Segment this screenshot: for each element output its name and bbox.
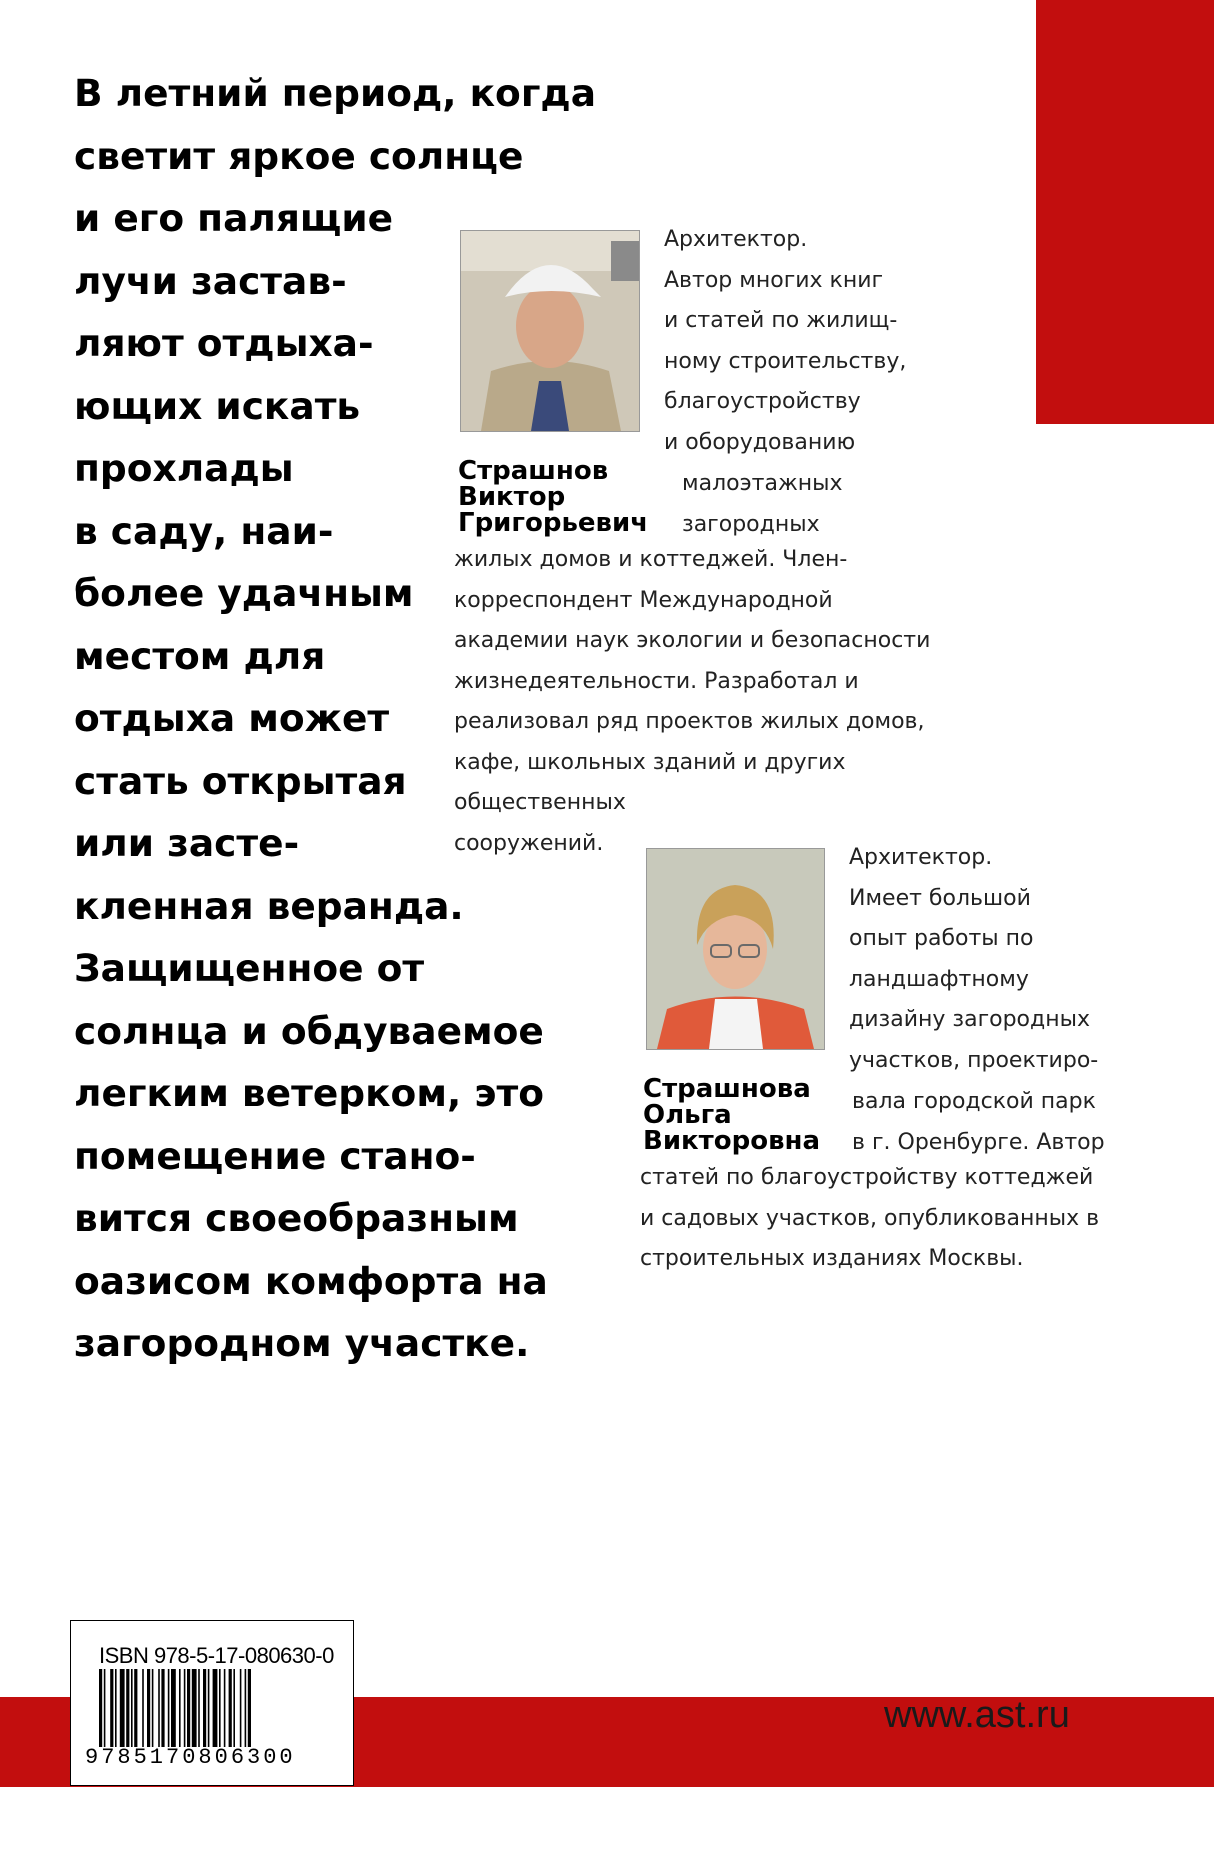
- bio-line: реализовал ряд проектов жилых домов,: [454, 709, 925, 734]
- main-text-line: стать открытая: [74, 758, 407, 803]
- author2-bio-bottom: [640, 1158, 1099, 1280]
- author-photo-viktor: [460, 230, 640, 432]
- author-name-line: Страшнов: [458, 456, 609, 486]
- bio-line: вала городской парк: [852, 1089, 1096, 1114]
- author2-bio-side: [852, 1082, 1105, 1163]
- author1-name: [458, 458, 648, 536]
- bio-line: корреспондент Международной: [454, 587, 833, 613]
- bio-line: жилых домов и коттеджей. Член-: [454, 547, 848, 572]
- bio-line: академии наук экологии и безопасности: [454, 628, 931, 653]
- bio-line: загородных: [682, 511, 820, 537]
- bio-line: статей по благоустройству коттеджей: [640, 1165, 1094, 1190]
- red-accent-block-top: [1036, 0, 1214, 424]
- portrait-man-icon: [461, 231, 639, 431]
- author-name-line: Ольга: [643, 1100, 732, 1130]
- bio-line: общественных: [454, 790, 626, 815]
- bio-line: участков, проектиро-: [849, 1047, 1099, 1073]
- main-text-line: вится своеобразным: [74, 1196, 519, 1240]
- author2-name: [643, 1076, 820, 1154]
- main-text-line: В летний период, когда: [74, 71, 596, 115]
- main-text-line: лучи застав-: [74, 258, 347, 303]
- bio-line: Автор многих книг: [664, 267, 884, 293]
- author2-bio-top: [849, 838, 1098, 1081]
- author-name-line: Виктор: [458, 482, 566, 512]
- author1-bio-bottom: [454, 540, 930, 864]
- author-name-line: Страшнова: [643, 1074, 811, 1104]
- main-text-line: или засте-: [74, 821, 300, 865]
- portrait-woman-icon: [647, 849, 824, 1049]
- main-text-line: в саду, наи-: [74, 508, 334, 553]
- main-text-line: солнца и обдуваемое: [74, 1008, 544, 1053]
- main-text-line: оазисом комфорта на: [74, 1258, 548, 1303]
- bio-line: Архитектор.: [849, 845, 993, 870]
- barcode-number: 9785170806300: [85, 1745, 296, 1770]
- bio-line: благоустройству: [664, 389, 861, 414]
- main-text-line: местом для: [74, 633, 326, 678]
- bio-line: ландшафтному: [849, 966, 1029, 992]
- publisher-website[interactable]: www.ast.ru: [884, 1694, 1070, 1736]
- main-text-line: легким ветерком, это: [74, 1071, 544, 1115]
- bio-line: ному строительству,: [664, 348, 907, 374]
- bio-line: и оборудованию: [664, 429, 856, 455]
- bio-line: в г. Оренбурге. Автор: [852, 1129, 1105, 1155]
- bio-line: кафе, школьных зданий и других: [454, 749, 846, 775]
- main-text-line: помещение стано-: [74, 1133, 476, 1178]
- author-name-line: Григорьевич: [458, 508, 649, 538]
- bio-line: дизайну загородных: [849, 1007, 1090, 1032]
- bio-line: опыт работы по: [849, 926, 1034, 951]
- bio-line: строительных изданиях Москвы.: [640, 1246, 1024, 1271]
- isbn-barcode: [70, 1620, 354, 1786]
- bio-line: и садовых участков, опубликованных в: [640, 1205, 1100, 1231]
- main-text-line: кленная веранда.: [74, 883, 464, 928]
- bio-line: Архитектор.: [664, 227, 808, 252]
- main-text-line: и его палящие: [74, 196, 394, 240]
- main-text-line: прохлады: [74, 446, 294, 490]
- author-photo-olga: [646, 848, 825, 1050]
- author1-bio-top: [664, 220, 906, 463]
- author-name-line: Викторовна: [643, 1126, 821, 1156]
- main-text-line: более удачным: [74, 571, 414, 615]
- bio-line: малоэтажных: [682, 471, 843, 496]
- main-text-line: загородном участке.: [74, 1321, 530, 1365]
- isbn-label: ISBN 978-5-17-080630-0: [99, 1643, 334, 1668]
- bio-line: и статей по жилищ-: [664, 308, 898, 333]
- barcode-bars-icon: [99, 1669, 327, 1747]
- main-text-line: отдыха может: [74, 696, 390, 740]
- main-text-line: светит яркое солнце: [74, 133, 524, 178]
- main-text-line: ющих искать: [74, 383, 361, 428]
- bio-line: жизнедеятельности. Разработал и: [454, 668, 859, 694]
- main-text-line: Защищенное от: [74, 946, 425, 990]
- bio-line: сооружений.: [454, 830, 604, 856]
- main-text-line: ляют отдыха-: [74, 321, 374, 365]
- bio-line: Имеет большой: [849, 885, 1031, 911]
- author1-bio-side: [682, 464, 843, 545]
